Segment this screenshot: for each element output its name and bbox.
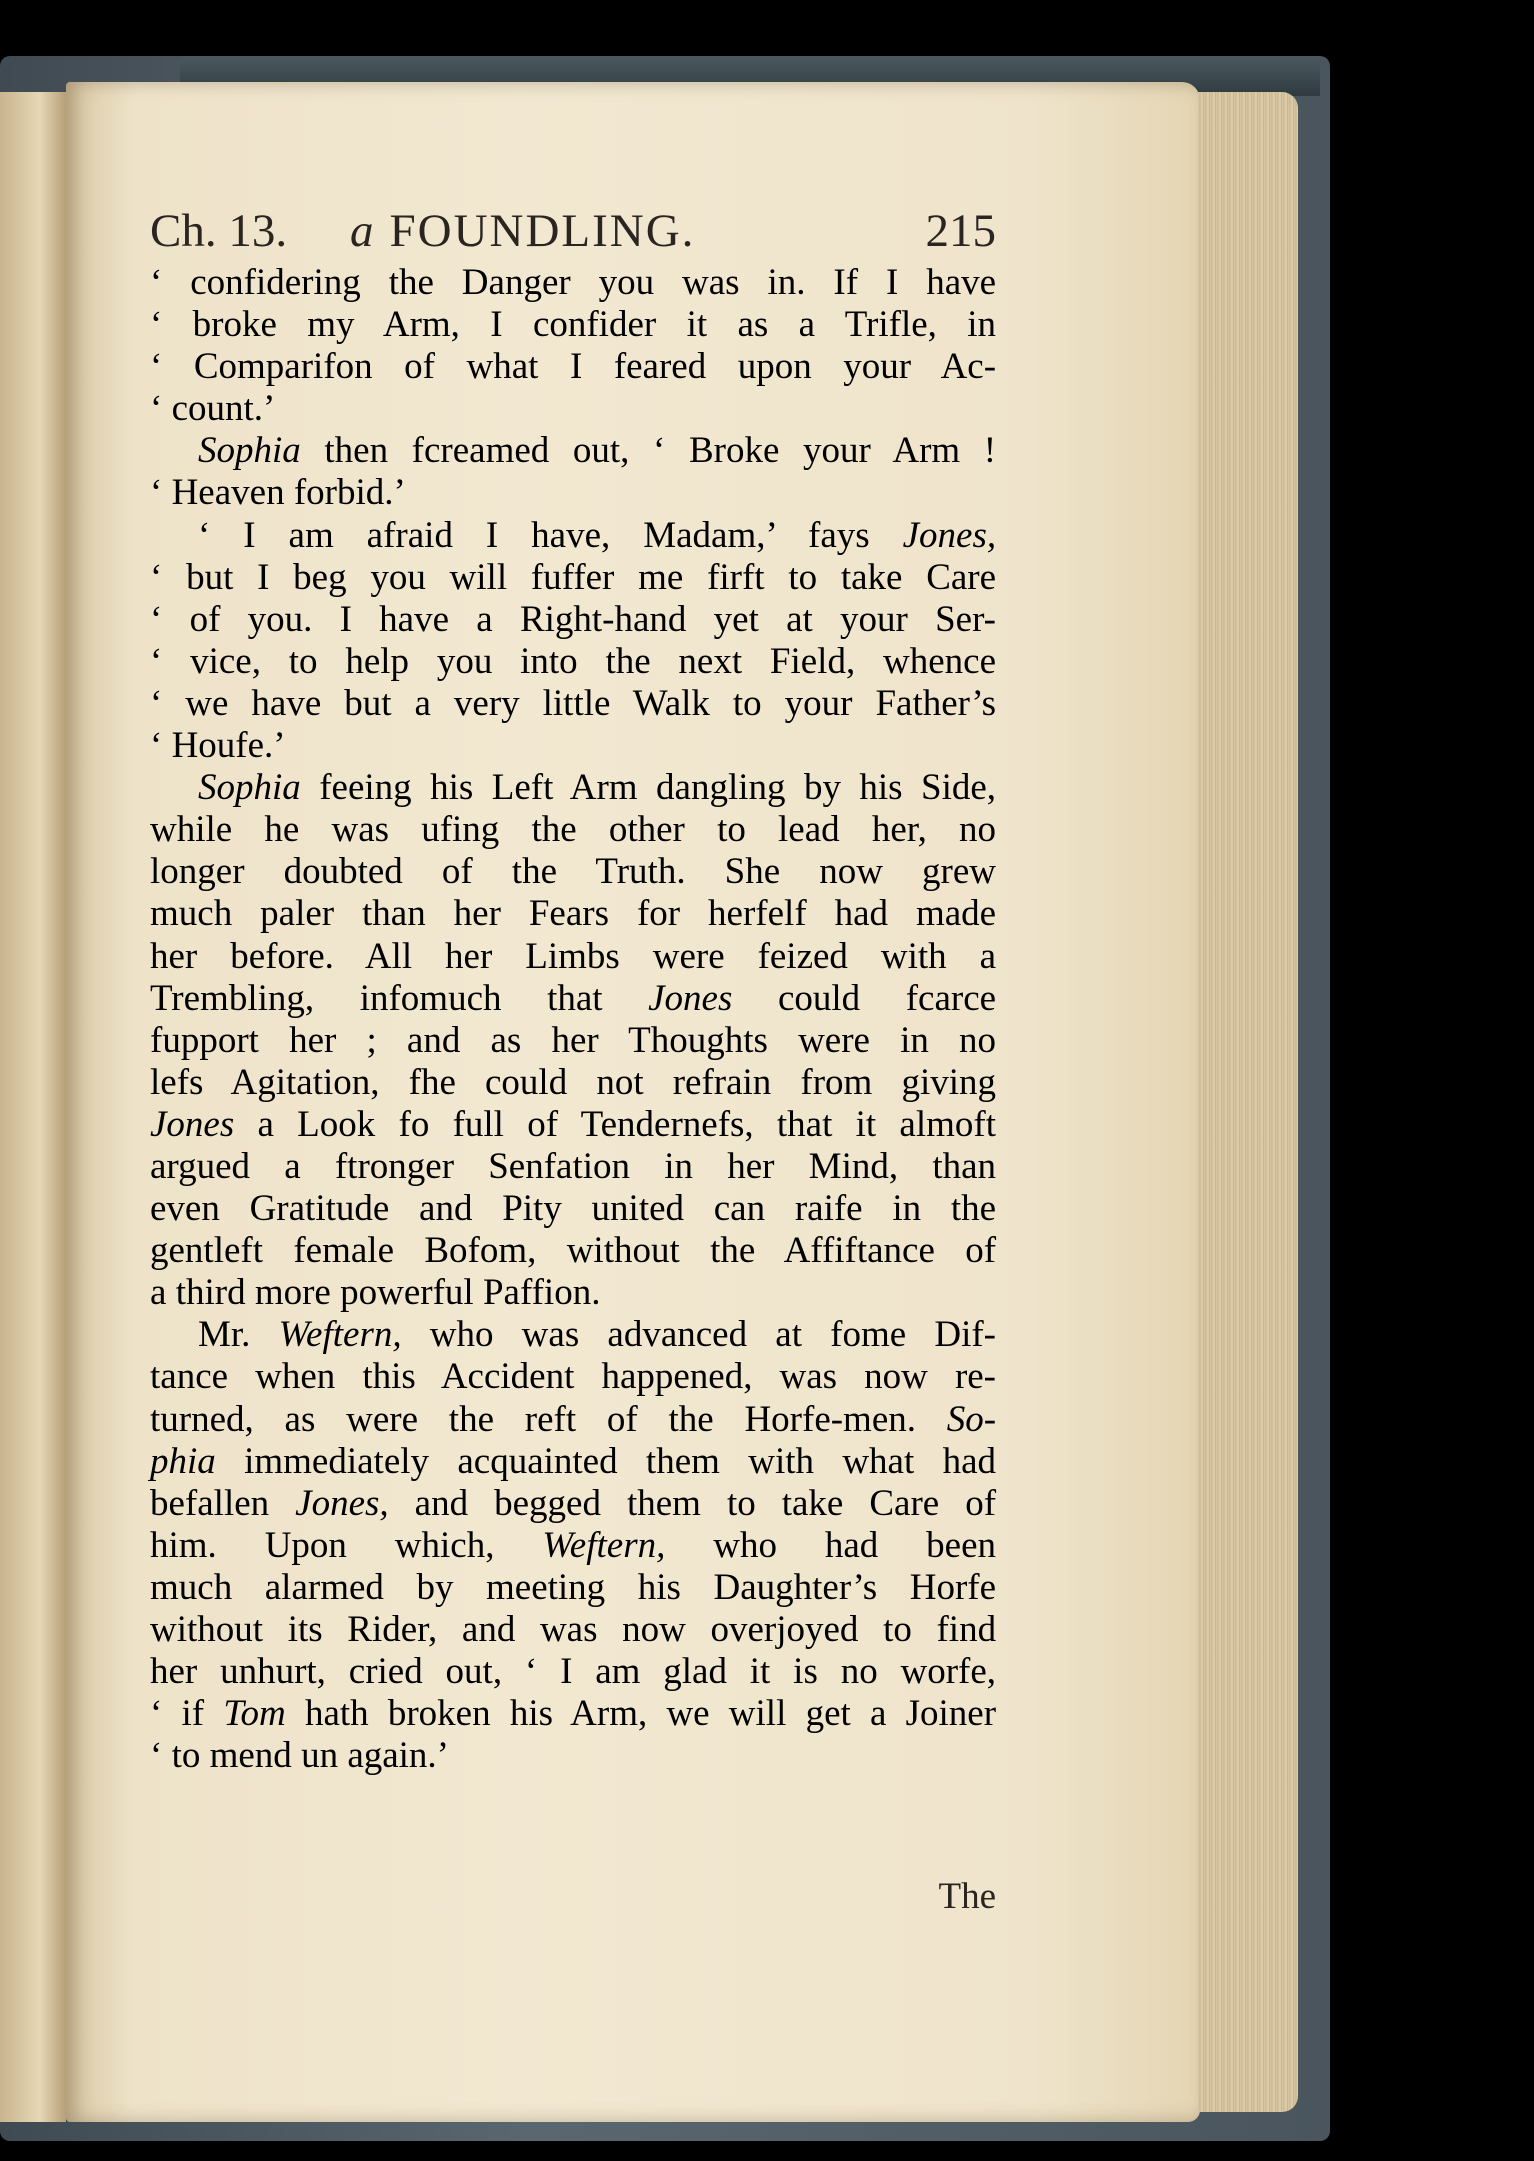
text-line: Mr. Weftern, who was advanced at fome Dif- (198, 1314, 996, 1356)
text-line: without its Rider, and was now overjoyed to find (150, 1609, 997, 1650)
text-line: Sophia then fcreamed out, ‘ Broke your Arm ! (198, 430, 997, 472)
text-line: gentleft female Bofom, without the Affiftance of (150, 1230, 997, 1272)
text-line: longer doubted of the Truth. She now grew (150, 851, 997, 893)
text-line: ‘ Heaven forbid.’ (150, 472, 406, 514)
text-line: ‘ vice, to help you into the next Field, whence (150, 640, 996, 682)
text-line: ‘ to mend un again.’ (150, 1735, 450, 1777)
running-header (150, 200, 996, 262)
text-line: ‘ broke my Arm, I confider it as a Trifle, in (150, 304, 997, 346)
text-line: him. Upon which, Weftern, who had been (150, 1524, 996, 1566)
text-line: ‘ confidering the Danger you was in. If I have (150, 262, 997, 303)
text-line: much paler than her Fears for herfelf had made (150, 893, 997, 935)
text-line: argued a ftronger Senfation in her Mind, than (150, 1145, 997, 1187)
text-line: ‘ we have but a very little Walk to your Father’s (150, 682, 997, 724)
text-line: ‘ count.’ (150, 388, 276, 430)
text-line: a third more powerful Paffion. (150, 1272, 601, 1314)
text-line: even Gratitude and Pity united can raife in the (150, 1188, 997, 1230)
running-title (350, 200, 695, 262)
text-line: ‘ of you. I have a Right-hand yet at your Ser- (150, 598, 996, 640)
text-line: ‘ I am afraid I have, Madam,’ fays Jones, (198, 514, 997, 556)
text-line: fupport her ; and as her Thoughts were in no (150, 1019, 997, 1061)
title-text: FOUNDLING. (389, 205, 696, 257)
text-line: phia immediately acquainted them with what had (150, 1440, 996, 1482)
text-line: turned, as were the reft of the Horfe-men. So- (150, 1398, 997, 1440)
body-text (150, 262, 996, 1777)
text-line: ‘ Comparifon of what I feared upon your Ac- (150, 346, 997, 388)
text-line: Trembling, infomuch that Jones could fcarce (150, 977, 997, 1019)
text-line: ‘ if Tom hath broken his Arm, we will get a Joiner (150, 1693, 997, 1735)
text-line: ‘ but I beg you will fuffer me firft to take Care (150, 556, 997, 598)
text-line: lefs Agitation, fhe could not refrain from giving (150, 1061, 997, 1103)
text-line: while he was ufing the other to lead her, no (150, 809, 996, 851)
catchword: The (938, 1876, 996, 1917)
chapter-label: Ch. 13. (150, 205, 288, 257)
text-line: Sophia feeing his Left Arm dangling by his Side, (198, 767, 997, 809)
text-line: befallen Jones, and begged them to take Care of (150, 1482, 997, 1524)
text-line: tance when this Accident happened, was now re- (150, 1356, 997, 1398)
text-line: ‘ Houfe.’ (150, 725, 286, 767)
title-article: a (350, 205, 376, 257)
text-line: Jones a Look fo full of Tendernefs, that it almoft (150, 1103, 997, 1145)
facing-page-edge (0, 92, 66, 2122)
page-edges (1198, 92, 1298, 2112)
page-number: 215 (925, 205, 996, 257)
text-line: her unhurt, cried out, ‘ I am glad it is no worfe, (150, 1651, 997, 1693)
text-line: much alarmed by meeting his Daughter’s Horfe (150, 1566, 997, 1608)
text-line: her before. All her Limbs were feized with a (150, 935, 997, 977)
